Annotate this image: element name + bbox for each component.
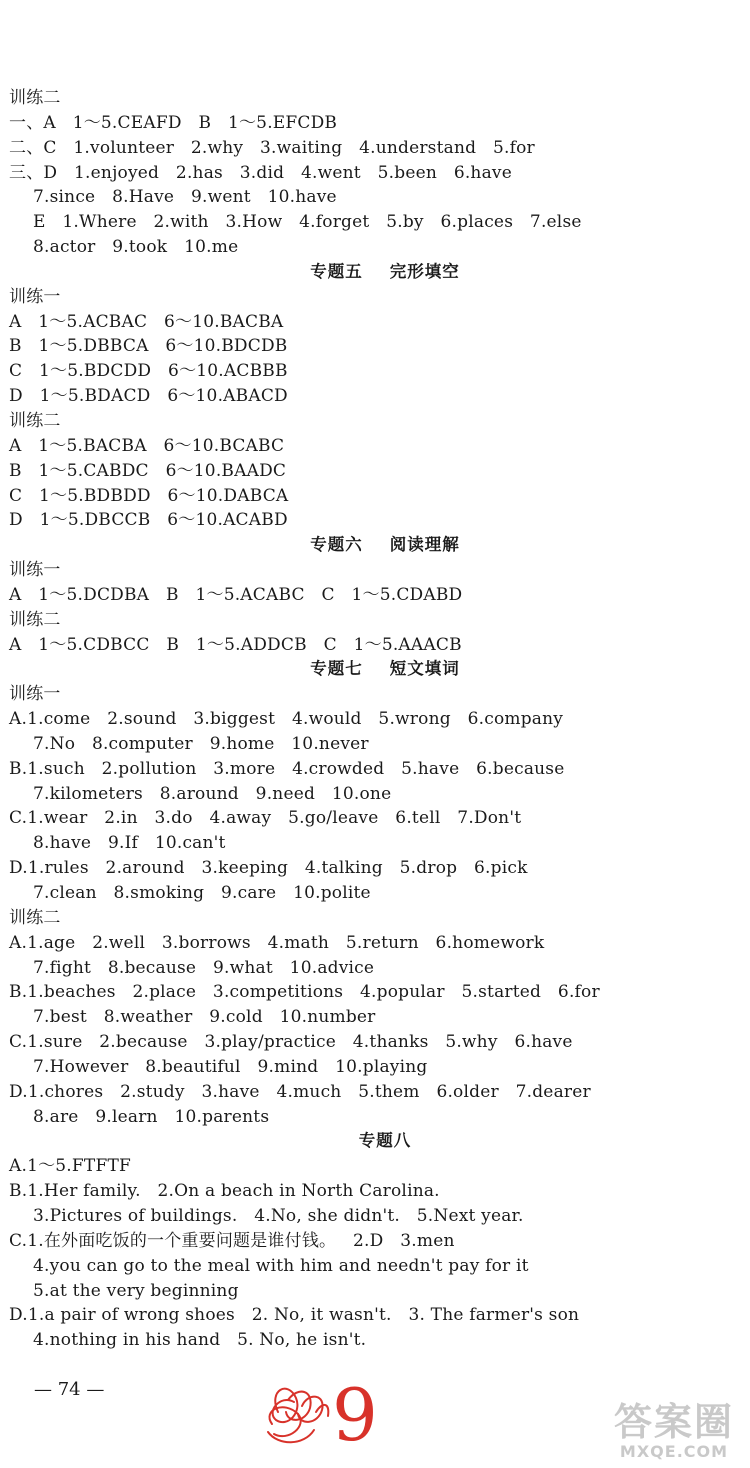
answer-line: B.1.such 2.pollution 3.more 4.crowded 5.have 6.because: [9, 758, 565, 779]
answer-line: 7.kilometers 8.around 9.need 10.one: [33, 783, 392, 804]
answer-line: 5.at the very beginning: [33, 1280, 239, 1301]
answer-line: 7.However 8.beautiful 9.mind 10.playing: [33, 1056, 428, 1077]
answer-line: 一、A 1～5.CEAFD B 1～5.EFCDB: [9, 112, 338, 133]
section-heading: 专题八: [358, 1131, 412, 1151]
section-heading: 专题六 阅读理解: [310, 535, 460, 555]
answer-line: C.1.wear 2.in 3.do 4.away 5.go/leave 6.tell 7.Don't: [9, 808, 522, 829]
answer-line: D.1.rules 2.around 3.keeping 4.talking 5.drop 6.pick: [9, 858, 528, 879]
answer-line: 8.actor 9.took 10.me: [33, 237, 239, 258]
answer-line: 训练二: [9, 88, 61, 108]
answer-line: 4.nothing in his hand 5. No, he isn't.: [33, 1330, 367, 1351]
answer-line: C.1.在外面吃饭的一个重要问题是谁付钱。 2.D 3.men: [9, 1230, 455, 1251]
section-heading: 专题七 短文填词: [310, 659, 460, 679]
answer-line: 7.since 8.Have 9.went 10.have: [33, 187, 337, 208]
answer-line: 4.you can go to the meal with him and needn't pay for it: [33, 1255, 529, 1276]
answer-line: A 1～5.DCDBA B 1～5.ACABC C 1～5.CDABD: [9, 584, 463, 605]
answer-line: 7.clean 8.smoking 9.care 10.polite: [33, 883, 371, 903]
answer-line: 8.have 9.If 10.can't: [33, 833, 226, 854]
answer-line: A.1.come 2.sound 3.biggest 4.would 5.wrong 6.company: [9, 709, 564, 730]
answer-line: 8.are 9.learn 10.parents: [33, 1106, 270, 1127]
answer-lines: [0, 86, 750, 1353]
answer-line: 7.fight 8.because 9.what 10.advice: [33, 957, 375, 978]
answer-line: A.1～5.FTFTF: [9, 1156, 131, 1177]
answer-line: 训练一: [9, 286, 61, 307]
answer-page: [0, 86, 750, 1353]
answer-line: B.1.beaches 2.place 3.competitions 4.popular 5.started 6.for: [9, 982, 600, 1003]
answer-line: D 1～5.BDACD 6～10.ABACD: [9, 386, 288, 407]
answer-line: 二、C 1.volunteer 2.why 3.waiting 4.understand 5.for: [9, 137, 535, 158]
answer-line: D.1.a pair of wrong shoes 2. No, it wasn't. 3. The farmer's son: [9, 1305, 580, 1326]
answer-line: 训练二: [9, 410, 61, 431]
answer-line: B 1～5.DBBCA 6～10.BDCDB: [9, 336, 288, 357]
answer-line: 训练二: [9, 907, 61, 928]
watermark: [604, 1402, 744, 1464]
answer-line: 7.best 8.weather 9.cold 10.number: [33, 1007, 376, 1028]
answer-line: D 1～5.DBCCB 6～10.ACABD: [9, 510, 288, 531]
section-heading: 专题五 完形填空: [310, 261, 460, 281]
answer-line: C 1～5.BDCDD 6～10.ACBBB: [9, 361, 288, 382]
answer-line: B.1.Her family. 2.On a beach in North Carolina.: [9, 1181, 440, 1202]
answer-line: 7.No 8.computer 9.home 10.never: [33, 733, 369, 754]
answer-line: C 1～5.BDBDD 6～10.DABCA: [9, 485, 289, 506]
watermark-site-text: MXQE.COM: [619, 1442, 729, 1461]
red-handwriting-scribble: [258, 1350, 378, 1460]
watermark-logo-text: 答案圈: [613, 1400, 734, 1444]
handwritten-number: 9: [332, 1373, 378, 1457]
answer-line: C.1.sure 2.because 3.play/practice 4.thanks 5.why 6.have: [9, 1032, 573, 1053]
answer-line: 训练一: [9, 560, 61, 581]
answer-line: A 1～5.BACBA 6～10.BCABC: [9, 435, 285, 456]
answer-line: D.1.chores 2.study 3.have 4.much 5.them 6.older 7.dearer: [9, 1081, 591, 1102]
answer-line: A.1.age 2.well 3.borrows 4.math 5.return 6.homework: [9, 932, 545, 953]
page-number: — 74 —: [34, 1379, 105, 1400]
answer-line: 训练一: [9, 684, 61, 705]
answer-line: 三、D 1.enjoyed 2.has 3.did 4.went 5.been 6.have: [9, 162, 512, 183]
answer-line: A 1～5.ACBAC 6～10.BACBA: [9, 311, 284, 332]
answer-line: 3.Pictures of buildings. 4.No, she didn't. 5.Next year.: [33, 1205, 524, 1226]
answer-line: B 1～5.CABDC 6～10.BAADC: [9, 460, 287, 481]
answer-line: 训练二: [9, 609, 61, 630]
answer-line: A 1～5.CDBCC B 1～5.ADDCB C 1～5.AAACB: [9, 634, 462, 655]
answer-line: E 1.Where 2.with 3.How 4.forget 5.by 6.places 7.else: [33, 212, 582, 233]
